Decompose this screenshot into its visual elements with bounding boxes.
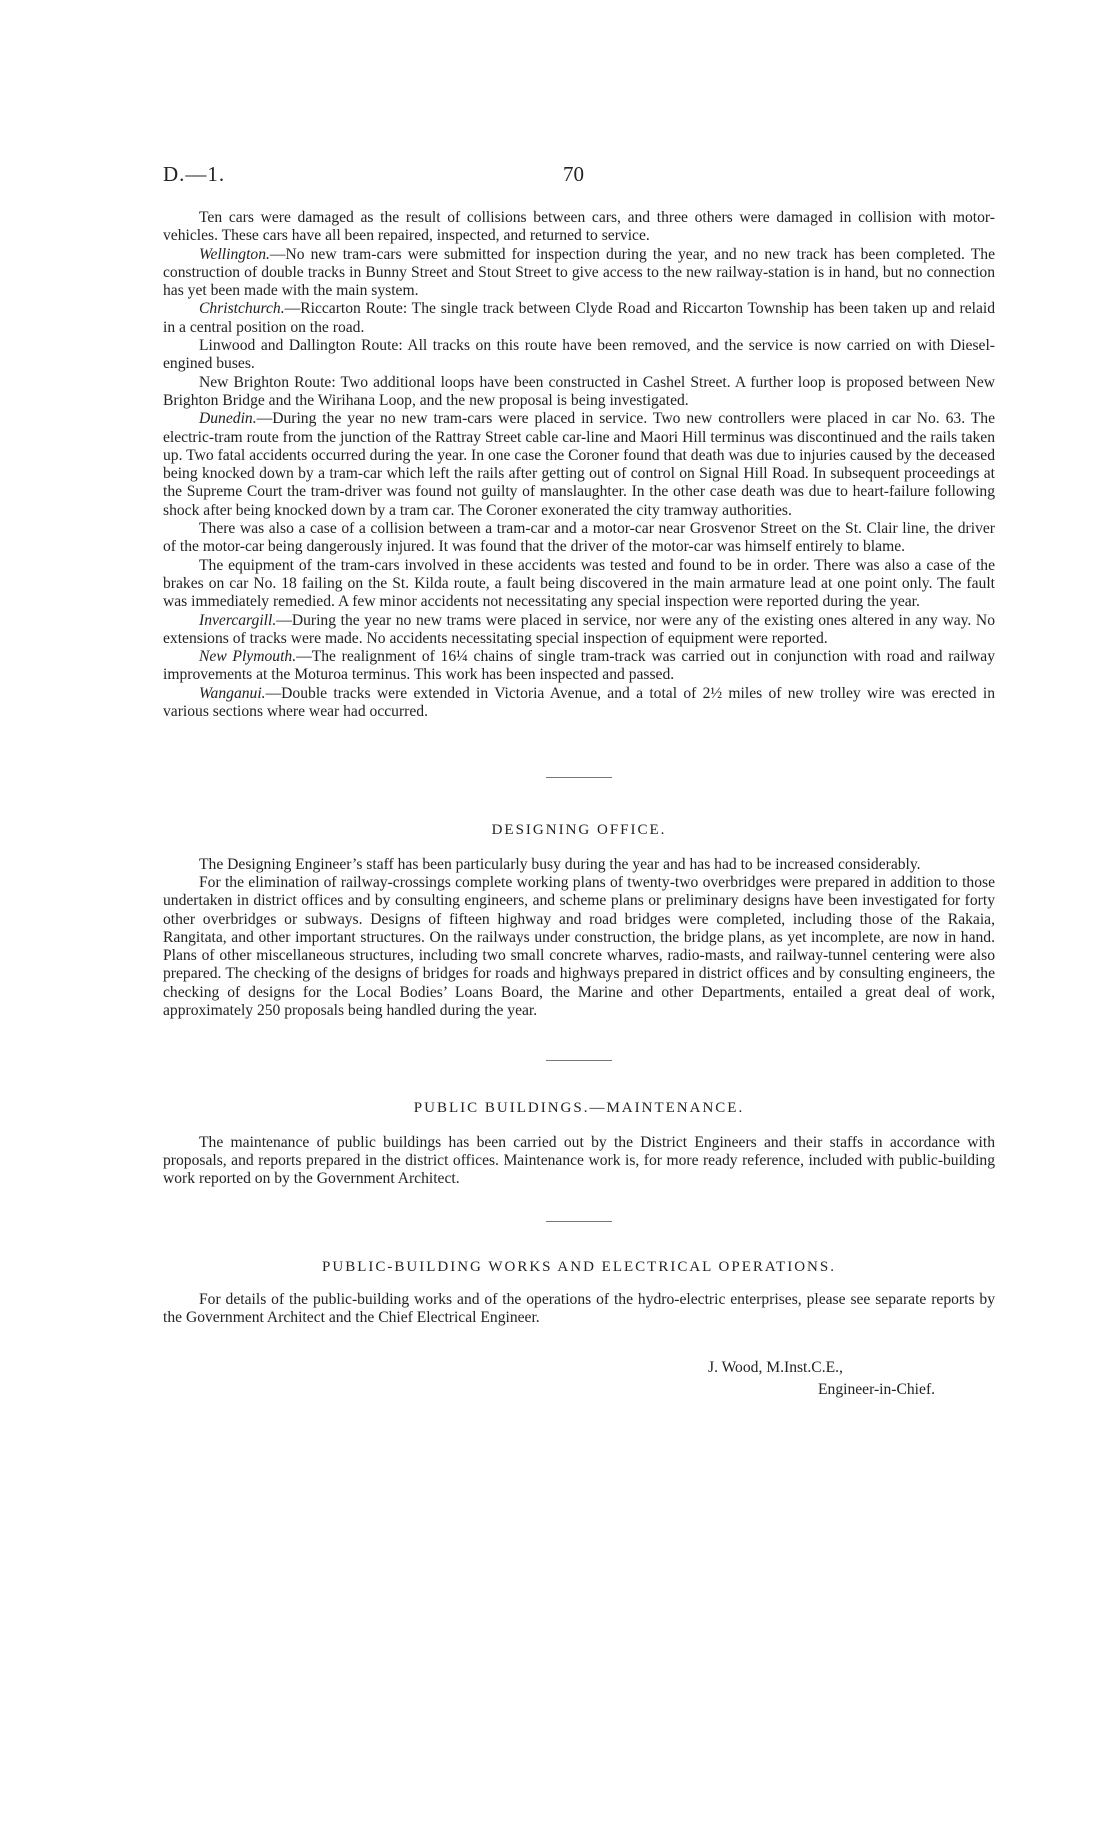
paragraph-heading: Christchurch. xyxy=(199,300,285,318)
paragraph-heading: New Plymouth. xyxy=(199,648,297,666)
paragraph xyxy=(163,1134,995,1189)
page-number: 70 xyxy=(563,162,584,186)
document-reference: D.—1. xyxy=(163,162,226,186)
section-divider xyxy=(546,777,612,778)
paragraph-heading: Dunedin. xyxy=(199,410,257,428)
paragraph xyxy=(163,557,995,612)
paragraph xyxy=(163,612,995,649)
section-divider xyxy=(546,1060,612,1061)
paragraph xyxy=(163,300,995,337)
paragraph-text: New Brighton Route: Two additional loops have been constructed in Cashel Street. A further loop is proposed between New Brighton Bridge and the Wirihana Loop, and the new proposal is being investigated. xyxy=(163,373,995,409)
signature-name: J. Wood, M.Inst.C.E., xyxy=(708,1359,843,1377)
paragraph xyxy=(163,410,995,520)
section-heading: DESIGNING OFFICE. xyxy=(491,822,667,839)
paragraph-text: —No new tram-cars were submitted for inspection during the year, and no new track has been completed. The construction of double tracks in Bunny Street and Stout Street to give access to the new railway-station is in hand, but no connection has yet been made with the main system. xyxy=(163,245,995,300)
paragraph-text: There was also a case of a collision between a tram-car and a motor-car near Grosvenor Street on the St. Clair line, the driver of the motor-car being dangerously injured. It was found that the driver of the motor-car was himself entirely to blame. xyxy=(163,520,995,556)
paragraph xyxy=(163,685,995,722)
paragraph-heading: Invercargill. xyxy=(199,611,277,629)
document-body xyxy=(163,209,995,1401)
paragraph-text: The Designing Engineer’s staff has been particularly busy during the year and has had to be increased considerably. xyxy=(199,855,921,873)
paragraph-heading: Wanganui. xyxy=(199,684,266,702)
paragraph-text: —The realignment of 16¼ chains of single tram-track was carried out in conjunction with road and railway improvements at the Moturoa terminus. This work has been inspected and passed. xyxy=(163,648,995,684)
paragraph xyxy=(163,374,995,411)
section-heading: PUBLIC BUILDINGS.—MAINTENANCE. xyxy=(413,1100,745,1117)
paragraph xyxy=(163,337,995,374)
signature-title: Engineer-in-Chief. xyxy=(818,1381,936,1399)
section-heading: PUBLIC-BUILDING WORKS AND ELECTRICAL OPERATIONS. xyxy=(322,1259,836,1276)
paragraph xyxy=(163,856,995,874)
paragraph-text: —During the year no new tram-cars were placed in service. Two new controllers were placed in car No. 63. The electric-tram route from the junction of the Rattray Street cable car-line and Maori Hill terminus was discontinued and the rails taken up. Two fatal accidents occurred during the year. In one case the Coroner found that death was due to injuries caused by the deceased being knocked down by a tram-car which left the rails after getting out of control on Signal Hill Road. In subsequent proceedings at the Supreme Court the tram-driver was found not guilty of manslaughter. In the other case death was due to heart-failure following shock after being knocked down by a tram car. The Coroner exonerated the city tramway authorities. xyxy=(163,410,995,519)
signature-block xyxy=(708,1357,995,1401)
page-header xyxy=(163,162,993,192)
paragraph-text: The equipment of the tram-cars involved in these accidents was tested and found to be in order. There was also a case of the brakes on car No. 18 failing on the St. Kilda route, a fault being discovered in the main armature lead at one point only. The fault was immediately remedied. A few minor accidents not necessitating any special inspection were reported during the year. xyxy=(163,556,995,611)
paragraph-text: For details of the public-building works and of the operations of the hydro-electric enterprises, please see separate reports by the Government Architect and the Chief Electrical Engineer. xyxy=(163,1290,995,1327)
paragraph-text: The maintenance of public buildings has been carried out by the District Engineers and their staffs in accordance with proposals, and reports prepared in the district offices. Maintenance work is, for more ready reference, included with public-building work reported on by the Government Architect. xyxy=(163,1133,995,1188)
paragraph-text: —Double tracks were extended in Victoria Avenue, and a total of 2½ miles of new trolley wire was erected in various sections where wear had occurred. xyxy=(163,684,995,721)
paragraph-text: Linwood and Dallington Route: All tracks on this route have been removed, and the service is now carried on with Diesel-engined buses. xyxy=(163,337,995,373)
paragraph-heading: Wellington. xyxy=(199,245,270,263)
paragraph-text: Ten cars were damaged as the result of collisions between cars, and three others were damaged in collision with motor-vehicles. These cars have all been repaired, inspected, and returned to service. xyxy=(163,209,995,245)
paragraph xyxy=(163,209,995,246)
paragraph-text: —During the year no new trams were placed in service, nor were any of the existing ones altered in any way. No extensions of tracks were made. No accidents necessitating special inspection of equipment were reported. xyxy=(163,611,995,647)
paragraph xyxy=(163,246,995,301)
paragraph-text: —Riccarton Route: The single track between Clyde Road and Riccarton Township has been taken up and relaid in a central position on the road. xyxy=(163,300,995,336)
section-divider xyxy=(546,1221,612,1222)
paragraph xyxy=(163,520,995,557)
paragraph xyxy=(163,1291,995,1328)
paragraph xyxy=(163,648,995,685)
paragraph xyxy=(163,874,995,1020)
paragraph-text: For the elimination of railway-crossings complete working plans of twenty-two overbridges were prepared in addition to those undertaken in district offices and by consulting engineers, and scheme plans or preliminary designs have been investigated for forty other overbridges or subways. Designs of fifteen highway and road bridges were completed, including those of the Rakaia, Rangitata, and other important structures. On the railways under construction, the bridge plans, as yet incomplete, are now in hand. Plans of other miscellaneous structures, including two small concrete wharves, radio-masts, and railway-tunnel centering were also prepared. The checking of the designs of bridges for roads and highways prepared in district offices and by consulting engineers, the checking of designs for the Local Bodies’ Loans Board, the Marine and other Departments, entailed a great deal of work, approximately 250 proposals being handled during the year. xyxy=(163,873,995,1019)
